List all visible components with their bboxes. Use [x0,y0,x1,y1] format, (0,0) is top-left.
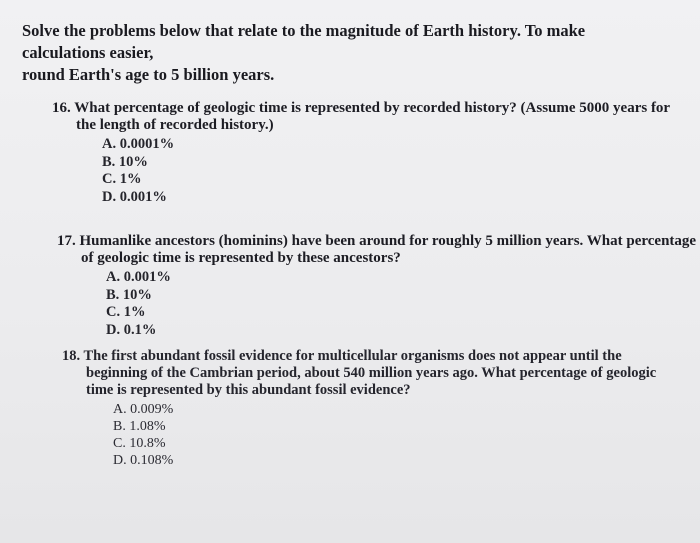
question-18-stem-line-1: 18. The first abundant fossil evidence for multicellular organisms does not appear until the [62,348,622,364]
question-16-option-b: B. 10% [102,153,148,170]
question-17-stem-line-2: of geologic time is represented by these ancestors? [81,250,401,266]
question-17 [57,233,697,339]
instructions [22,20,672,86]
question-18-option-d: D. 0.108% [113,453,174,468]
question-18-stem-line-3: time is represented by this abundant fossil evidence? [86,382,411,398]
question-18-stem [62,348,662,399]
question-17-stem [57,233,697,267]
question-17-option-d: D. 0.1% [106,321,157,338]
question-18-option-a: A. 0.009% [113,402,174,417]
instructions-line-1: Solve the problems below that relate to the magnitude of Earth history. To make calculations easier, [22,21,586,62]
question-16-option-d: D. 0.001% [102,188,167,205]
question-16-stem-line-2: the length of recorded history.) [76,117,274,133]
question-17-options [106,269,677,339]
question-17-option-c: C. 1% [106,304,146,320]
question-18 [62,348,662,469]
question-16 [52,100,672,206]
question-17-stem-line-1: 17. Humanlike ancestors (hominins) have been around for roughly 5 million years. What percentage [57,233,697,249]
question-16-options [102,136,672,206]
question-18-option-c: C. 10.8% [113,436,166,451]
question-18-stem-line-2: beginning of the Cambrian period, about 540 million years ago. What percentage of geologic [86,365,657,381]
instructions-line-2: round Earth's age to 5 billion years. [22,65,275,84]
question-16-option-a: A. 0.0001% [102,136,175,152]
question-17-option-b: B. 10% [106,286,152,303]
question-16-stem [52,100,672,134]
question-18-option-b: B. 1.08% [113,419,166,434]
question-17-option-a: A. 0.001% [106,269,171,285]
question-16-option-c: C. 1% [102,171,142,187]
question-16-stem-line-1: 16. What percentage of geologic time is represented by recorded history? (Assume 5000 years for [52,100,671,116]
question-18-options [113,401,662,469]
